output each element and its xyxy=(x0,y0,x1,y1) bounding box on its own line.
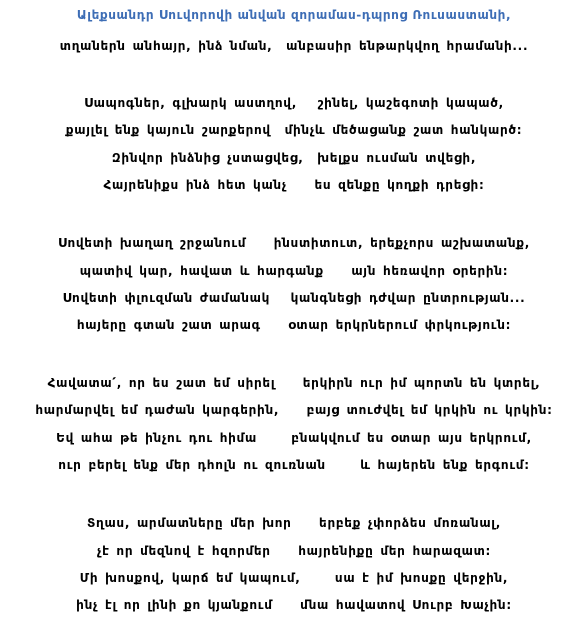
poem-line: Մի խոսքով, կարճ եմ կապում, սա է իմ խոսքը վերջին, xyxy=(79,571,509,585)
poem-line: Հավատա՛, որ ես շատ եմ սիրել երկիրն ուր իմ պորտն են կտրել, xyxy=(47,376,541,390)
poem-line: Զինվոր ինձնից չստացվեց, խելքս ուսման տվեցի, xyxy=(111,151,477,165)
poem-line: Տղաս, արմատները մեր խոր երբեք չփորձես մոռանալ, xyxy=(87,516,501,530)
poem-line: Սովետի խաղաղ շրջանում ինստիտուտ, երեքչորս աշխատանք, xyxy=(58,236,530,250)
poem-line: պատիվ կար, հավատ և հարգանք այն հեռավոր օրերին: xyxy=(79,264,509,278)
poem-line: հարմարվել եմ դաժան կարգերին, բայց տուժվել եմ կրկին ու կրկին: xyxy=(35,403,553,417)
poem-line: Սապոգներ, գլխարկ աստղով, շինել, կաշեգոտի կապած, xyxy=(84,96,504,110)
poem-line: հայերը գտան շատ արագ օտար երկրներում փրկություն: xyxy=(76,318,512,332)
poem-line: Սովետի փլուզման ժամանակ կանգնեցի դժվար ընտրության... xyxy=(62,291,526,305)
poem-line: քայլել ենք կայուն շարքերով մինչև մեծացանք շատ հանկարծ: xyxy=(65,123,523,137)
poem-line: տղաներն անհայր, ինձ նման, անբասիր ենթարկվող հրամանի... xyxy=(59,39,529,53)
poem-line: ինչ էլ որ լինի քո կյանքում մնա հավատով Սուրբ Խաչին: xyxy=(76,598,512,612)
poem-line: չէ որ մեզնով է հզորմեր հայրենիքը մեր հարազատ: xyxy=(96,544,492,558)
poem-title: Ալեքսանդր Սուվորովի անվան զորամաս-դպրոց Ռուսաստանի, xyxy=(76,8,512,22)
poem-line: Հայրենիքս ինձ հետ կանչ ես զենքը կողքի դրեցի: xyxy=(103,178,485,192)
poem-line: Եվ ահա թե ինչու դու հիմա բնակվում ես օտար այս երկրում, xyxy=(56,431,532,445)
poem-line: ուր բերել ենք մեր դհոլն ու զուռնան և հայերեն ենք երգում: xyxy=(58,458,530,472)
